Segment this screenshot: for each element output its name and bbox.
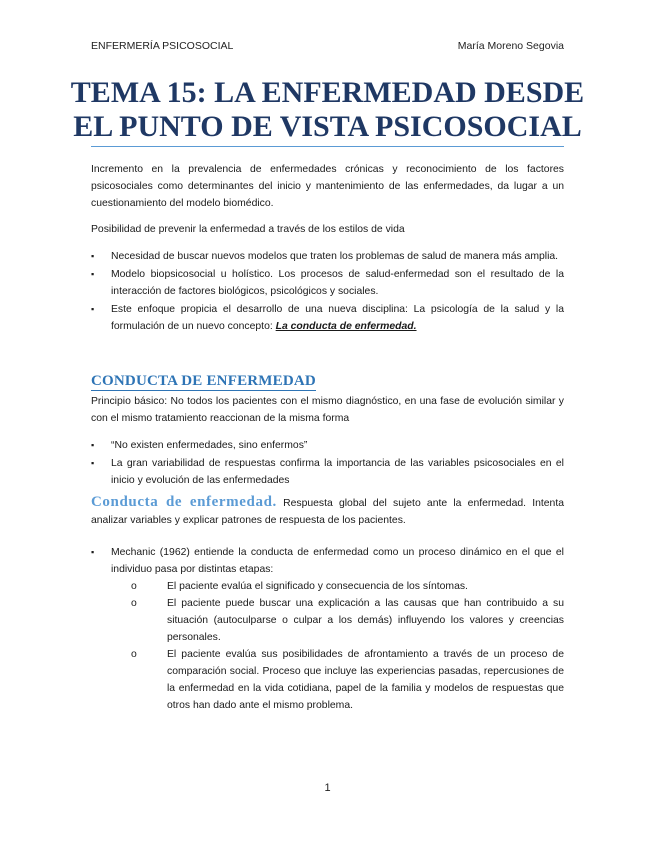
section-heading: CONDUCTA DE ENFERMEDAD [91,373,316,389]
prevention-paragraph: Posibilidad de prevenir la enfermedad a través de los estilos de vida [91,224,405,235]
sublist-item: o El paciente evalúa sus posibilidades de afrontamiento a través de un proceso de comparación social. Proceso que incluye las experiencias pasadas, repercusiones de la enfermedad en la vida cotidiana, papel de la familia y modelos de respuestas que otros han dado ante el mismo problema. [131,646,564,714]
stages-sublist [131,578,564,714]
concept-emphasis: La conducta de enfermedad. [275,321,417,332]
header-subject: ENFERMERÍA PSICOSOCIAL [91,40,234,52]
document-title [70,76,585,144]
list-item [91,544,564,714]
mechanic-text: Mechanic (1962) entiende la conducta de enfermedad como un proceso dinámico en el que el individuo pasa por distintas etapas: [111,547,564,575]
title-line-2: EL PUNTO DE VISTA PSICOSOCIAL [73,110,582,143]
models-bullet-list [91,248,564,336]
sublist-item: o El paciente evalúa el significado y consecuencia de los síntomas. [131,578,564,595]
header-author: María Moreno Segovia [457,40,564,52]
list-item-text: Este enfoque propicia el desarrollo de una nueva disciplina: La psicología de la salud y la formulación de un nuevo concepto: [111,304,564,332]
mechanic-bullet-list [91,544,564,715]
page-header [91,40,564,52]
principle-bullet-list [91,437,564,490]
conducta-definition-text: Respuesta global del sujeto ante la enfermedad. Intenta analizar variables y explicar patrones de respuesta de los pacientes. [91,498,564,526]
conducta-label: Conducta de enfermedad. [91,494,277,510]
principle-paragraph: Principio básico: No todos los pacientes con el mismo diagnóstico, en una fase de evolución similar y con el mismo tratamiento reaccionan de la misma forma [91,396,564,424]
title-line-1: TEMA 15: LA ENFERMEDAD DESDE [70,76,585,109]
list-item [91,301,564,335]
intro-paragraph: Incremento en la prevalencia de enfermedades crónicas y reconocimiento de los factores psicosociales como determinantes del inicio y mantenimiento de las enfermedades, da lugar a un cuestionamiento del modelo biomédico. [91,164,564,209]
conducta-definition-paragraph [91,494,564,529]
title-underline-rule [91,146,564,147]
page-number: 1 [324,782,331,794]
sublist-item: o El paciente puede buscar una explicación a las causas que han contribuido a su situación (autoculparse o culpar a los demás) influyendo los valores y creencias personales. [131,595,564,646]
list-item: ▪ “No existen enfermedades, sino enfermos” [91,437,564,454]
list-item: ▪ La gran variabilidad de respuestas confirma la importancia de las variables psicosociales en el inicio y evolución de las enfermedades [91,455,564,489]
list-item: ▪ Modelo biopsicosocial u holístico. Los procesos de salud-enfermedad son el resultado de la interacción de factores biológicos, psicológicos y sociales. [91,266,564,300]
list-item: ▪ Necesidad de buscar nuevos modelos que traten los problemas de salud de manera más amplia. [91,248,564,265]
